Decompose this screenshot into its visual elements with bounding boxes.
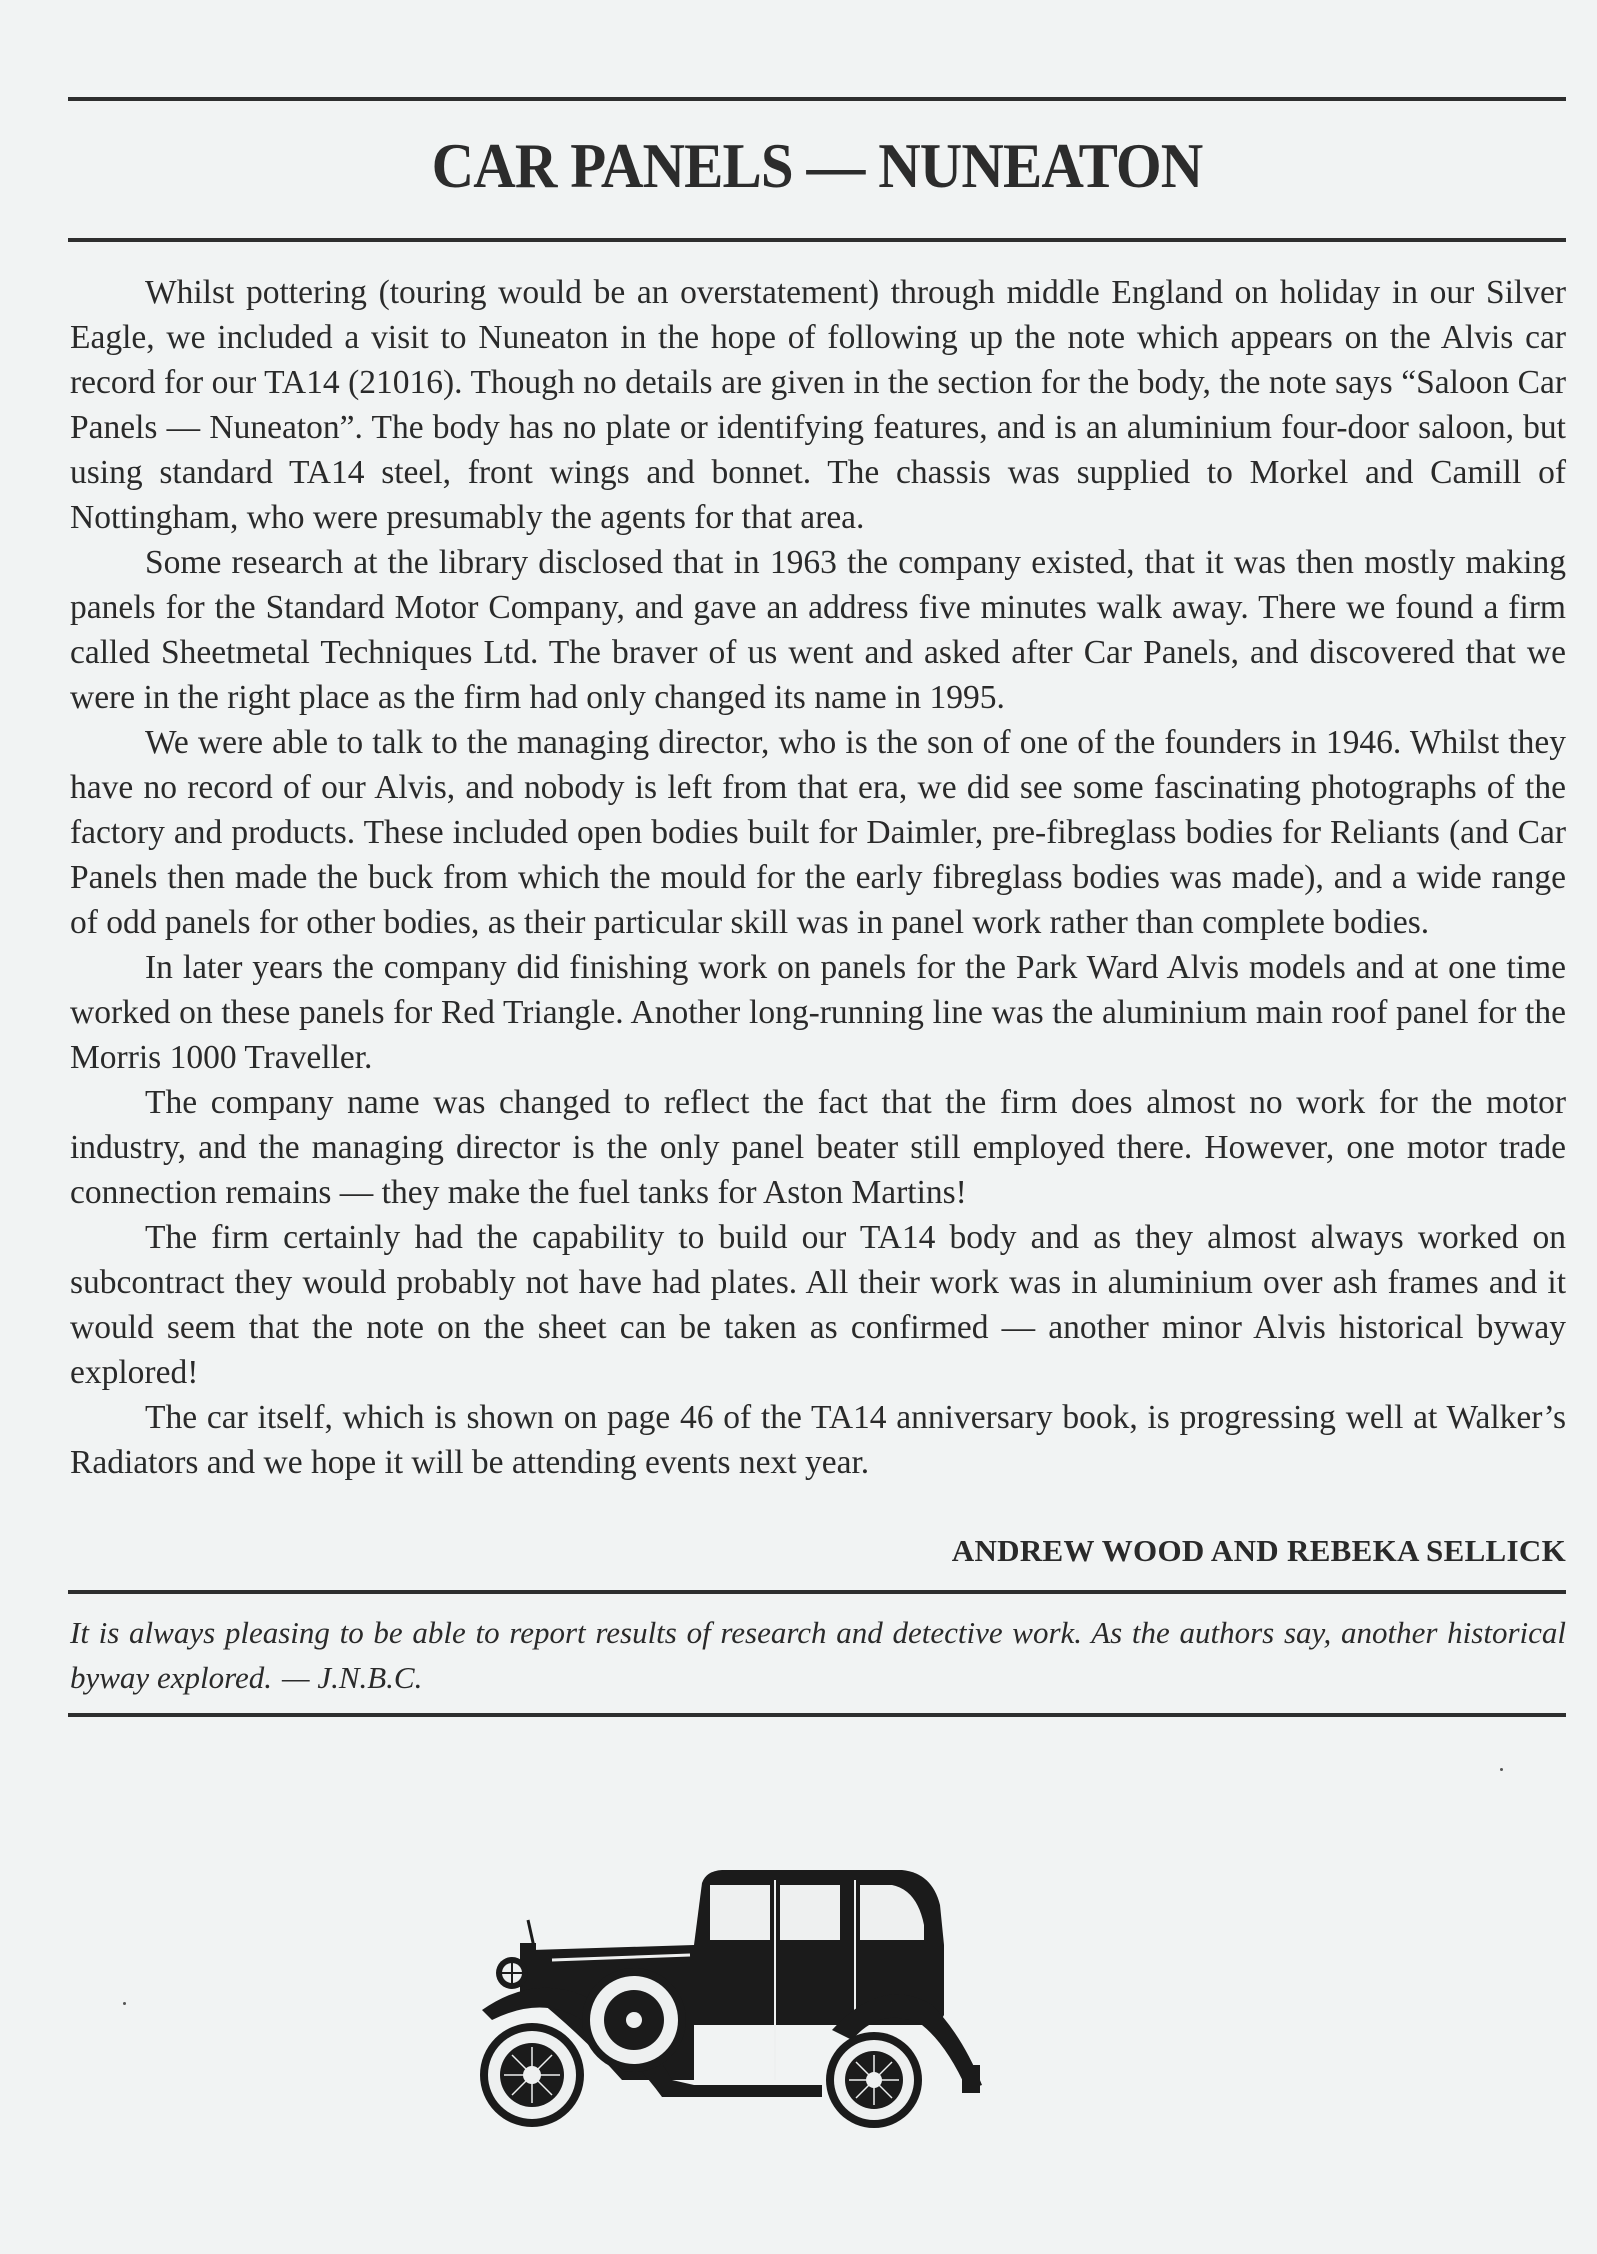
editor-signature: — J.N.B.C. — [282, 1660, 423, 1695]
note-bottom-rule — [68, 1713, 1566, 1717]
car-front-wheel — [480, 2023, 584, 2127]
car-spare-wheel — [582, 1968, 686, 2072]
paragraph: Some research at the library disclosed that in 1963 the company existed, that it was then mostly making panels for the Standard Motor Company, and gave an address five minutes walk away. There we found a firm called Sheetmetal Techniques Ltd. The braver of us went and asked after Car Panels, and discovered that we were in the right place as the firm had only changed its name in 1995. — [70, 544, 1566, 716]
title-rule — [68, 238, 1566, 242]
article-body — [70, 270, 1566, 1485]
article-title: CAR PANELS — NUNEATON — [431, 130, 1203, 201]
car-window-front — [710, 1885, 770, 1940]
scan-speck — [123, 2002, 126, 2005]
editor-note-text: It is always pleasing to be able to report results of research and detective work. As the authors say, another historical byway explored. — [70, 1615, 1566, 1695]
scan-speck — [1500, 1768, 1503, 1771]
paragraph: In later years the company did finishing work on panels for the Park Ward Alvis models and at one time worked on these panels for Red Triangle. Another long-running line was the aluminium main roof panel for the Morris 1000 Traveller. — [70, 949, 1566, 1076]
author-byline: ANDREW WOOD AND REBEKA SELLICK — [951, 1533, 1566, 1568]
paragraph: We were able to talk to the managing director, who is the son of one of the founders in 1946. Whilst they have no record of our Alvis, and nobody is left from that era, we did see some fascinating photographs of the factory and products. These included open bodies built for Daimler, pre-fibreglass bodies for Reliants (and Car Panels then made the buck from which the mould for the early fibreglass bodies was made), and a wide range of odd panels for other bodies, as their particular skill was in panel work rather than complete bodies. — [70, 724, 1566, 941]
car-rear-wheel — [826, 2032, 922, 2128]
editor-note — [70, 1610, 1566, 1700]
car-illustration — [462, 1835, 1202, 2135]
paragraph: Whilst pottering (touring would be an overstatement) through middle England on holiday in our Silver Eagle, we included a visit to Nuneaton in the hope of following up the note which appears on the Alvis car record for our TA14 (21016). Though no details are given in the section for the body, the note says “Saloon Car Panels — Nuneaton”. The body has no plate or identifying features, and is an aluminium four-door saloon, but using standard TA14 steel, front wings and bonnet. The chassis was supplied to Morkel and Camill of Nottingham, who were presumably the agents for that area. — [70, 274, 1566, 536]
car-window-middle — [780, 1885, 840, 1940]
paragraph: The car itself, which is shown on page 46 of the TA14 anniversary book, is progressing well at Walker’s Radiators and we hope it will be attending events next year. — [70, 1399, 1566, 1481]
top-rule — [68, 97, 1566, 101]
paragraph: The firm certainly had the capability to build our TA14 body and as they almost always worked on subcontract they would probably not have had plates. All their work was in aluminium over ash frames and it would seem that the note on the sheet can be taken as confirmed — another minor Alvis historical byway explored! — [70, 1219, 1566, 1391]
note-top-rule — [68, 1590, 1566, 1594]
paragraph: The company name was changed to reflect the fact that the firm does almost no work for the motor industry, and the managing director is the only panel beater still employed there. However, one motor trade connection remains — they make the fuel tanks for Aston Martins! — [70, 1084, 1566, 1211]
